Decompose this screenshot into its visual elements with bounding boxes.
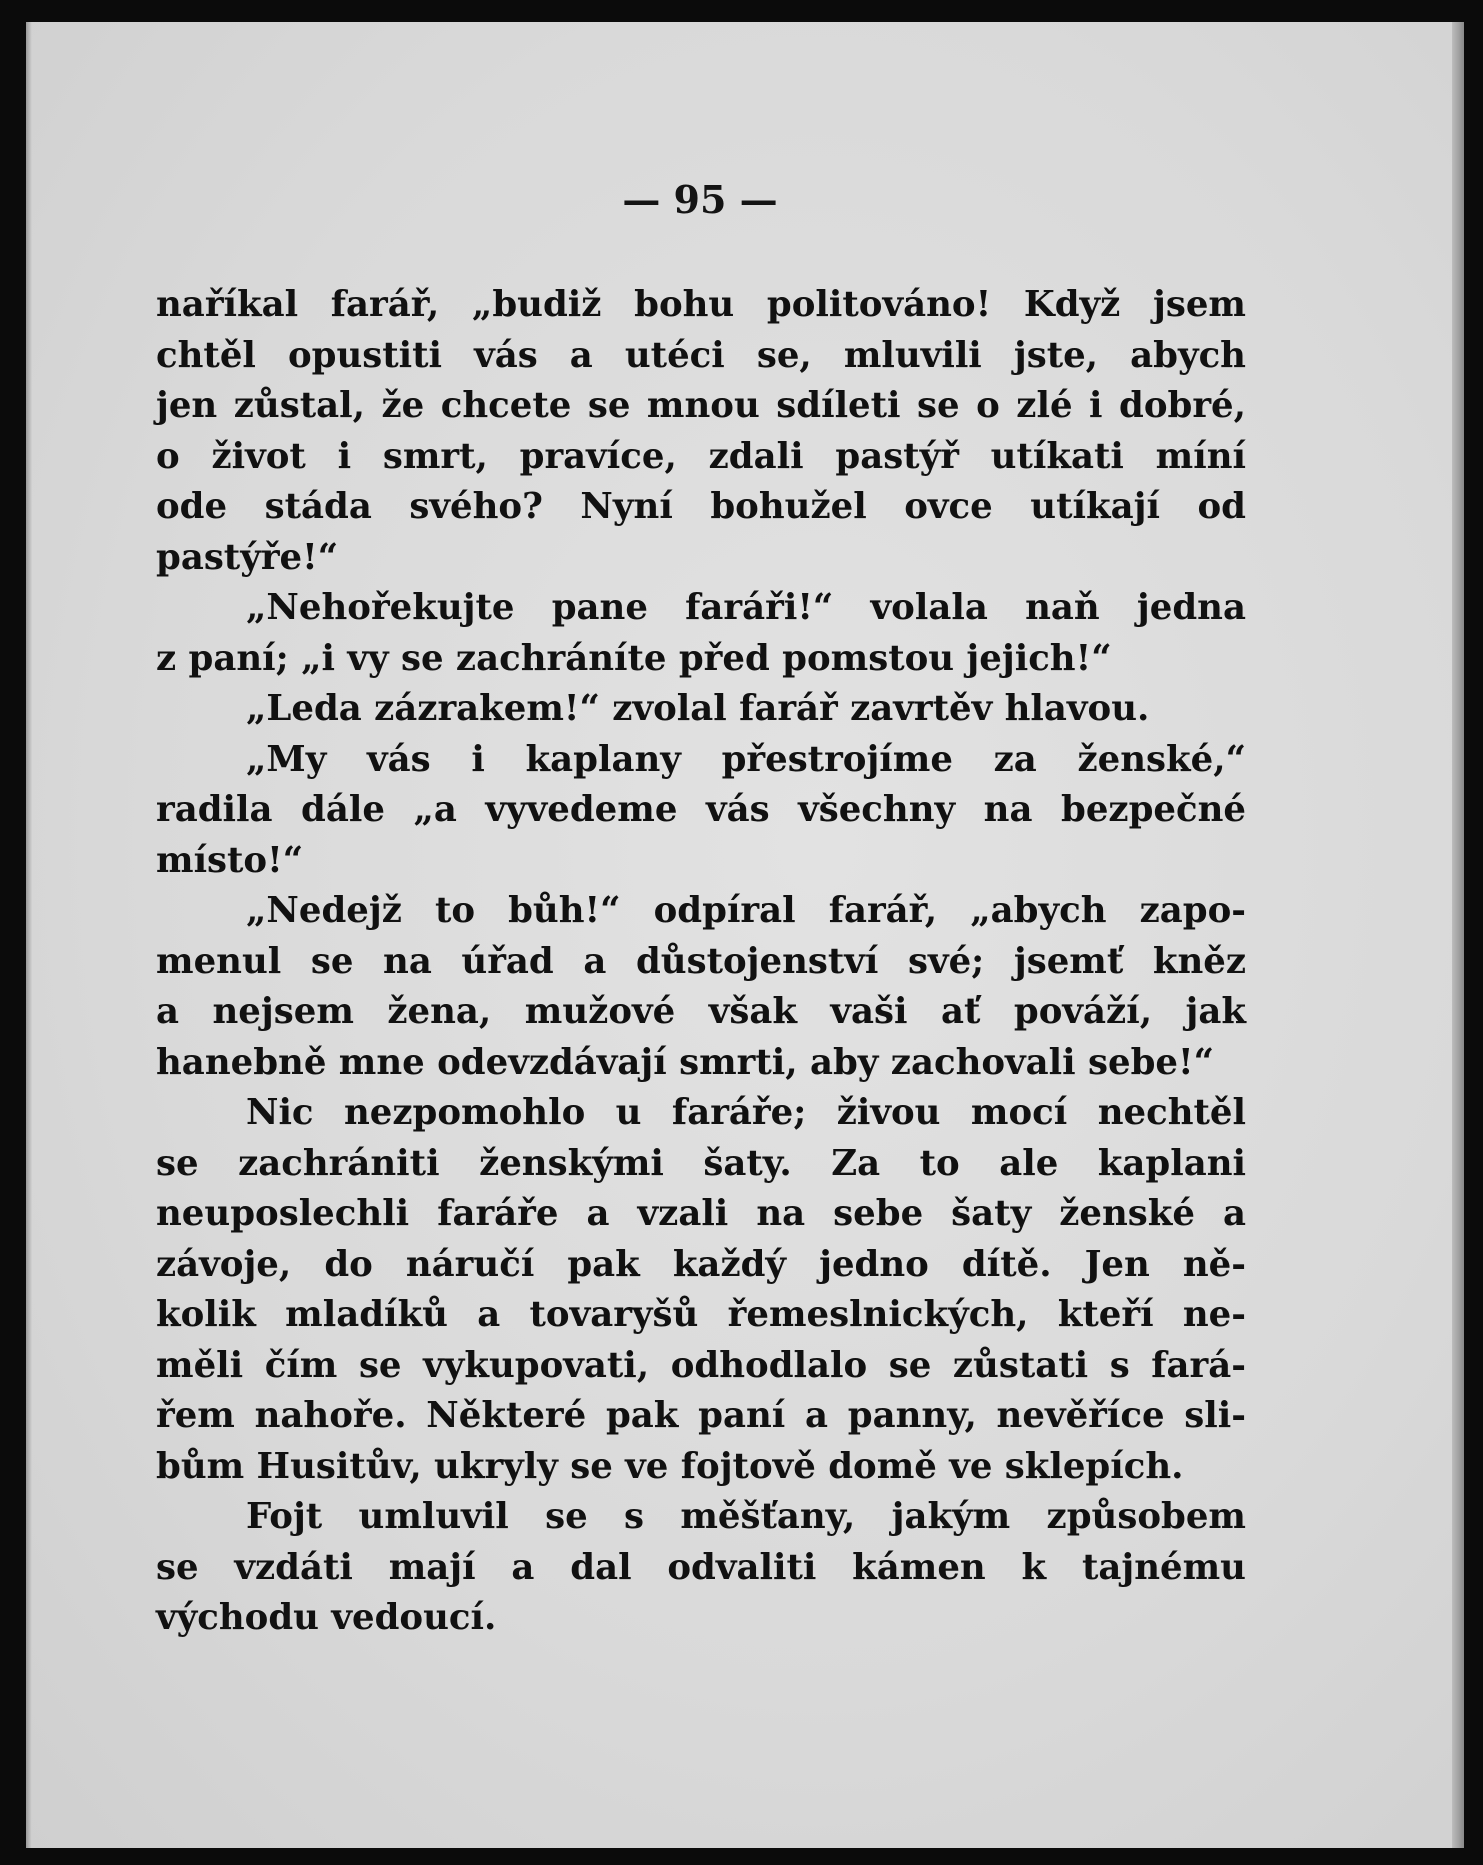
text-line: pastýře!“ bbox=[156, 536, 339, 578]
body-text bbox=[156, 280, 1246, 1644]
text-line: se vzdáti mají a dal odvaliti kámen k tajnému bbox=[156, 1546, 1246, 1588]
text-line: z paní; „i vy se zachráníte před pomstou jejich!“ bbox=[156, 637, 1112, 679]
text-line: „Leda zázrakem!“ zvolal farář zavrtěv hlavou. bbox=[246, 688, 1150, 729]
text-line: místo!“ bbox=[156, 839, 304, 881]
text-line: Fojt umluvil se s měšťany, jakým způsobem bbox=[246, 1496, 1246, 1537]
text-line: bům Husitův, ukryly se ve fojtově domě ve sklepích. bbox=[156, 1445, 1184, 1487]
text-line: o život i smrt, pravíce, zdali pastýř utíkati míní bbox=[156, 435, 1246, 477]
text-line: „My vás i kaplany přestrojíme za ženské,“ bbox=[246, 738, 1246, 780]
scanned-page bbox=[26, 22, 1464, 1848]
text-line: menul se na úřad a důstojenství své; jsemť kněz bbox=[156, 940, 1246, 982]
text-line: radila dále „a vyvedeme vás všechny na bezpečné bbox=[156, 789, 1246, 830]
text-line: měli čím se vykupovati, odhodlalo se zůstati s fará- bbox=[156, 1344, 1246, 1386]
text-line: závoje, do náručí pak každý jedno dítě. Jen ně- bbox=[156, 1243, 1246, 1285]
text-line: se zachrániti ženskými šaty. Za to ale kaplani bbox=[156, 1142, 1246, 1184]
page-edge-left bbox=[26, 22, 32, 1848]
text-line: kolik mladíků a tovaryšů řemeslnických, kteří ne- bbox=[156, 1294, 1246, 1335]
page-edge-right bbox=[1452, 22, 1464, 1848]
text-line: východu vedoucí. bbox=[156, 1597, 497, 1638]
text-line: neuposlechli faráře a vzali na sebe šaty ženské a bbox=[156, 1193, 1246, 1234]
text-line: „Nehořekujte pane faráři!“ volala naň jedna bbox=[246, 587, 1246, 628]
text-line: chtěl opustiti vás a utéci se, mluvili jste, abych bbox=[156, 334, 1246, 376]
text-line: ode stáda svého? Nyní bohužel ovce utíkají od bbox=[156, 486, 1246, 527]
text-line: hanebně mne odevzdávají smrti, aby zachovali sebe!“ bbox=[156, 1041, 1214, 1083]
text-line: „Nedejž to bůh!“ odpíral farář, „abych zapo- bbox=[246, 890, 1246, 931]
text-line: a nejsem žena, mužové však vaši ať pováží, jak bbox=[156, 991, 1246, 1032]
text-line: naříkal farář, „budiž bohu politováno! Když jsem bbox=[156, 284, 1246, 325]
text-line: Nic nezpomohlo u faráře; živou mocí nechtěl bbox=[246, 1092, 1246, 1133]
text-line: řem nahoře. Některé pak paní a panny, nevěříce sli- bbox=[156, 1395, 1246, 1436]
text-line: jen zůstal, že chcete se mnou sdíleti se o zlé i dobré, bbox=[156, 385, 1246, 426]
page-number: — 95 — bbox=[622, 177, 778, 222]
